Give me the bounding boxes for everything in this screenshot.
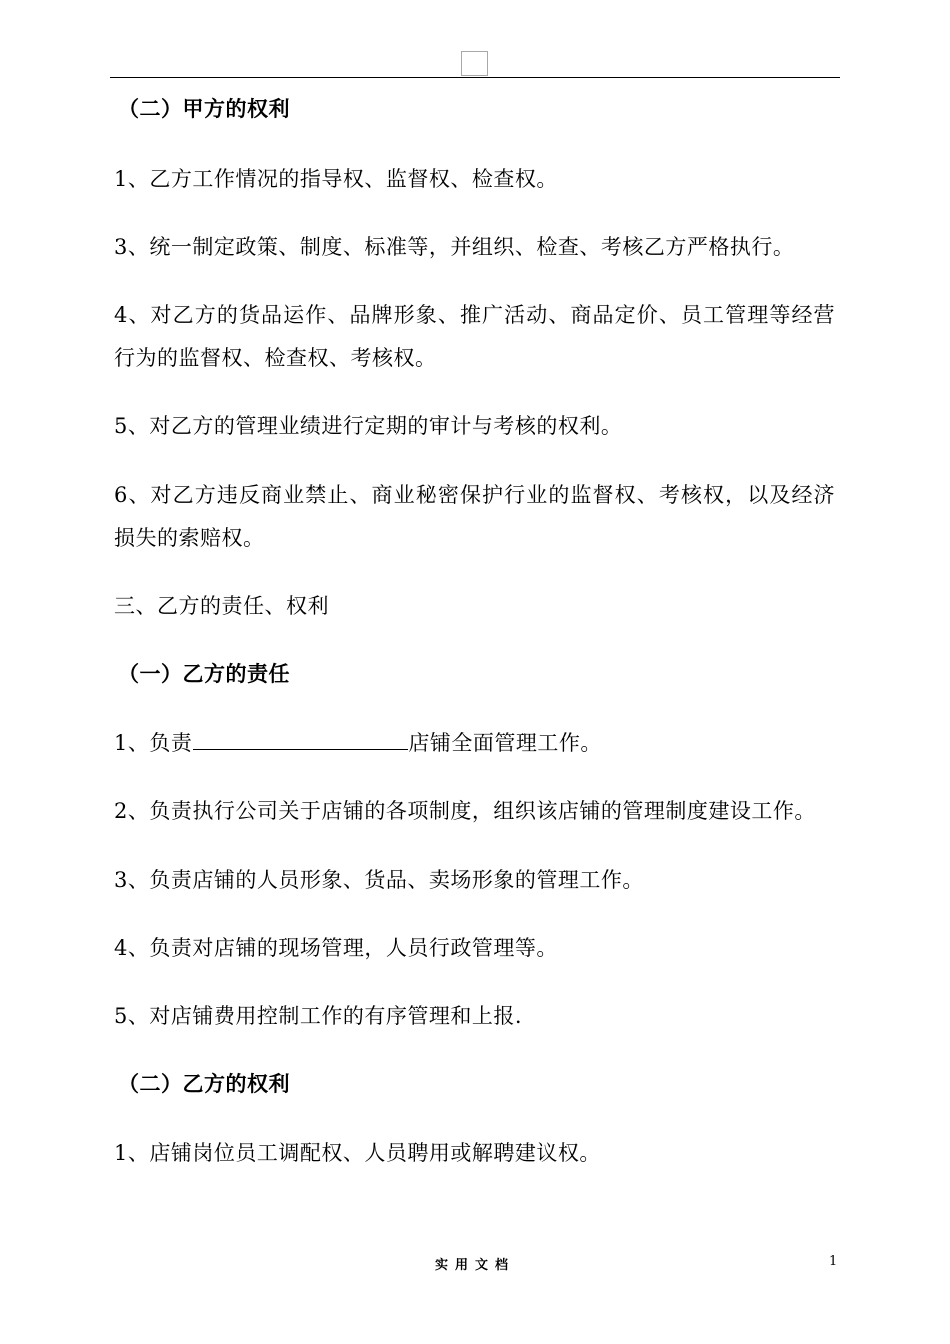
paragraph-line: 5、对店铺费用控制工作的有序管理和上报. bbox=[114, 1004, 523, 1028]
header-rule bbox=[110, 77, 840, 78]
paragraph-line: 2、负责执行公司关于店铺的各项制度，组织该店铺的管理制度建设工作。 bbox=[114, 799, 816, 823]
fill-in-blank[interactable] bbox=[193, 731, 408, 750]
footer-label: 实用文档 bbox=[434, 1258, 515, 1273]
paragraph-suffix: 店铺全面管理工作。 bbox=[408, 731, 602, 755]
paragraph-line: 3、统一制定政策、制度、标准等，并组织、检查、考核乙方严格执行。 bbox=[114, 235, 795, 259]
section-heading-party-b-duties: （一）乙方的责任 bbox=[118, 662, 290, 686]
section-heading-party-a-rights: （二）甲方的权利 bbox=[118, 97, 290, 121]
paragraph-line-with-blank bbox=[114, 731, 602, 755]
section-title-party-b: 三、乙方的责任、权利 bbox=[114, 594, 329, 618]
paragraph-line: 损失的索赔权。 bbox=[114, 526, 265, 550]
paragraph-line: 6、对乙方违反商业禁止、商业秘密保护行业的监督权、考核权，以及经济 bbox=[114, 483, 836, 507]
paragraph-line: 1、店铺岗位员工调配权、人员聘用或解聘建议权。 bbox=[114, 1141, 601, 1165]
paragraph-line: 5、对乙方的管理业绩进行定期的审计与考核的权利。 bbox=[114, 414, 623, 438]
paragraph-line: 4、对乙方的货品运作、品牌形象、推广活动、商品定价、员工管理等经营 bbox=[114, 303, 836, 327]
header-box bbox=[461, 51, 488, 76]
paragraph-line: 3、负责店铺的人员形象、货品、卖场形象的管理工作。 bbox=[114, 868, 644, 892]
paragraph-line: 行为的监督权、检查权、考核权。 bbox=[114, 346, 437, 370]
paragraph-line: 4、负责对店铺的现场管理，人员行政管理等。 bbox=[114, 936, 558, 960]
page-number: 1 bbox=[829, 1254, 838, 1269]
paragraph-line: 1、乙方工作情况的指导权、监督权、检查权。 bbox=[114, 167, 558, 191]
section-heading-party-b-rights: （二）乙方的权利 bbox=[118, 1072, 290, 1096]
paragraph-prefix: 1、负责 bbox=[114, 731, 193, 755]
